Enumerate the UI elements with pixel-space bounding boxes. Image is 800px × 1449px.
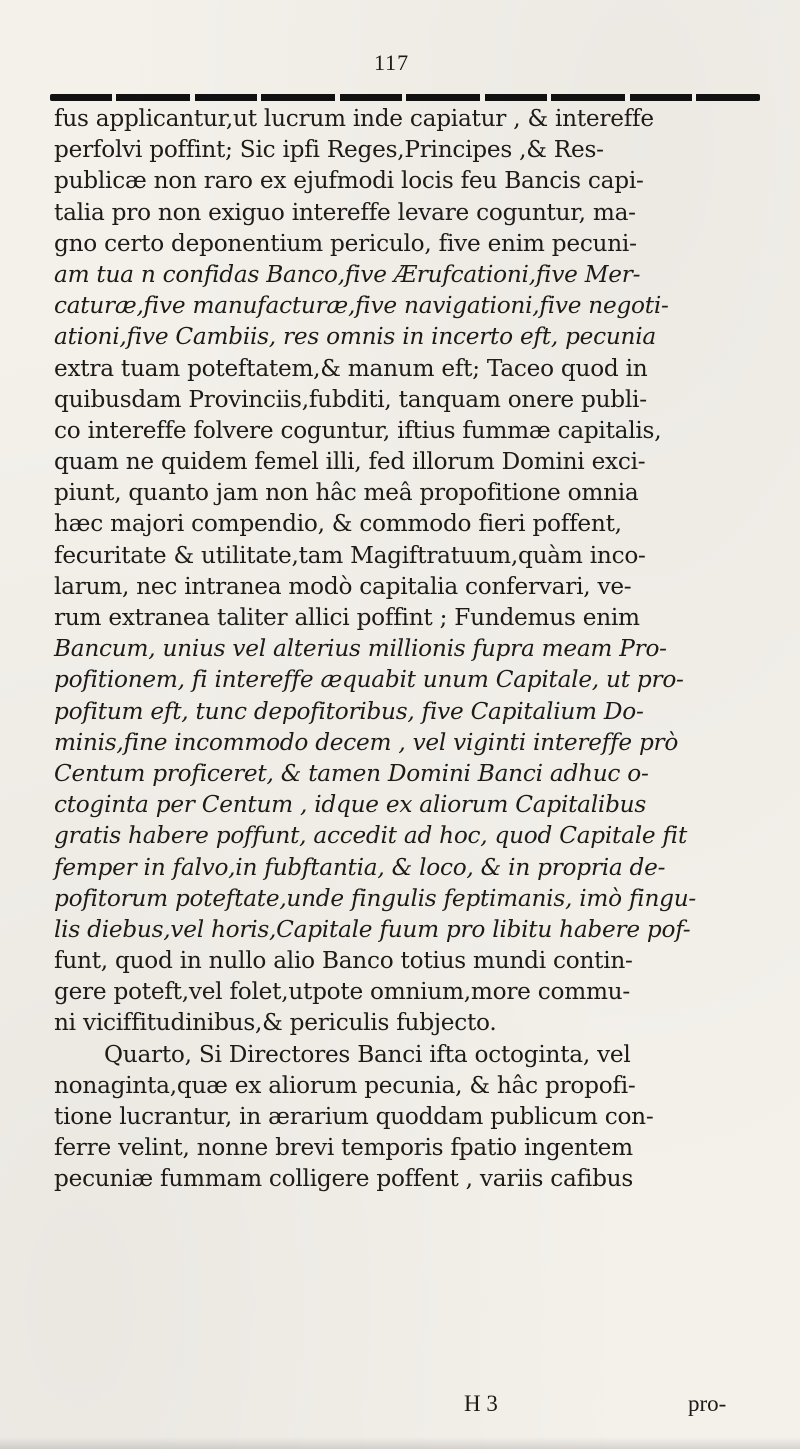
text-line: Quarto, Si Directores Banci ifta octoginta, vel	[104, 1040, 631, 1068]
text-line: Bancum, unius vel alterius millionis fupra meam Pro-	[54, 635, 667, 663]
text-line: Centum proficeret, & tamen Domini Banci adhuc o-	[54, 759, 649, 787]
text-line: pecuniæ fummam colligere poffent , variis cafibus	[54, 1165, 634, 1193]
text-line: pofitum eft, tunc depofitoribus, five Capitalium Do-	[54, 697, 644, 725]
text-line: hæc majori compendio, & commodo fieri poffent,	[54, 510, 622, 538]
catchword: pro-	[688, 1391, 727, 1416]
body-text	[54, 103, 770, 1195]
text-line: femper in falvo,in fubftantia, & loco, & in propria de-	[54, 853, 666, 881]
text-line: gratis habere poffunt, accedit ad hoc, quod Capitale fit	[54, 822, 688, 850]
text-line: nonaginta,quæ ex aliorum pecunia, & hâc propofi-	[54, 1071, 636, 1099]
header-rule	[50, 94, 760, 101]
text-line: larum, nec intranea modò capitalia confervari, ve-	[54, 572, 632, 600]
text-line: gno certo deponentium periculo, five enim pecuni-	[54, 229, 637, 257]
text-line: fecuritate & utilitate,tam Magiftratuum,quàm inco-	[54, 541, 646, 569]
text-line: talia pro non exiguo intereffe levare coguntur, ma-	[54, 198, 636, 226]
text-line: piunt, quanto jam non hâc meâ propofitione omnia	[54, 479, 639, 507]
page-number: 117	[374, 50, 410, 75]
text-line: quam ne quidem femel illi, fed illorum Domini exci-	[54, 448, 646, 476]
text-line: publicæ non raro ex ejufmodi locis feu Bancis capi-	[54, 167, 644, 195]
text-line: fus applicantur,ut lucrum inde capiatur , & intereffe	[54, 105, 654, 132]
text-line: ationi,five Cambiis, res omnis in incerto eft, pecunia	[54, 323, 656, 351]
text-line: ctoginta per Centum , idque ex aliorum Capitalibus	[54, 791, 647, 819]
page-edge-shadow	[0, 1437, 800, 1449]
text-line: caturæ,five manufacturæ,five navigationi,five negoti-	[54, 292, 669, 320]
text-line: minis,fine incommodo decem , vel viginti intereffe prò	[54, 728, 679, 756]
text-line: lis diebus,vel horis,Capitale fuum pro libitu habere pof-	[54, 915, 691, 943]
text-line: quibusdam Provinciis,fubditi, tanquam onere publi-	[54, 385, 647, 413]
text-line: am tua n confidas Banco,five Ærufcationi,five Mer-	[54, 260, 641, 288]
text-line: perfolvi poffint; Sic ipfi Reges,Principes ,& Res-	[54, 136, 604, 164]
text-line: rum extranea taliter allici poffint ; Fundemus enim	[54, 604, 640, 631]
text-line: tione lucrantur, in ærarium quoddam publicum con-	[54, 1103, 654, 1130]
text-line: ferre velint, nonne brevi temporis fpatio ingentem	[54, 1134, 633, 1162]
text-line: ni viciffitudinibus,& periculis fubjecto.	[54, 1009, 497, 1037]
text-line: gere poteft,vel folet,utpote omnium,more commu-	[54, 978, 630, 1006]
text-line: co intereffe folvere coguntur, iftius fummæ capitalis,	[54, 416, 662, 444]
text-line: extra tuam poteftatem,& manum eft; Taceo quod in	[54, 354, 648, 382]
text-line: funt, quod in nullo alio Banco totius mundi contin-	[54, 947, 633, 975]
text-line: pofitorum poteftate,unde fingulis feptimanis, imò fingu-	[54, 884, 697, 912]
text-line: pofitionem, fi intereffe æquabit unum Capitale, ut pro-	[54, 666, 684, 694]
signature-mark: H 3	[464, 1391, 498, 1416]
